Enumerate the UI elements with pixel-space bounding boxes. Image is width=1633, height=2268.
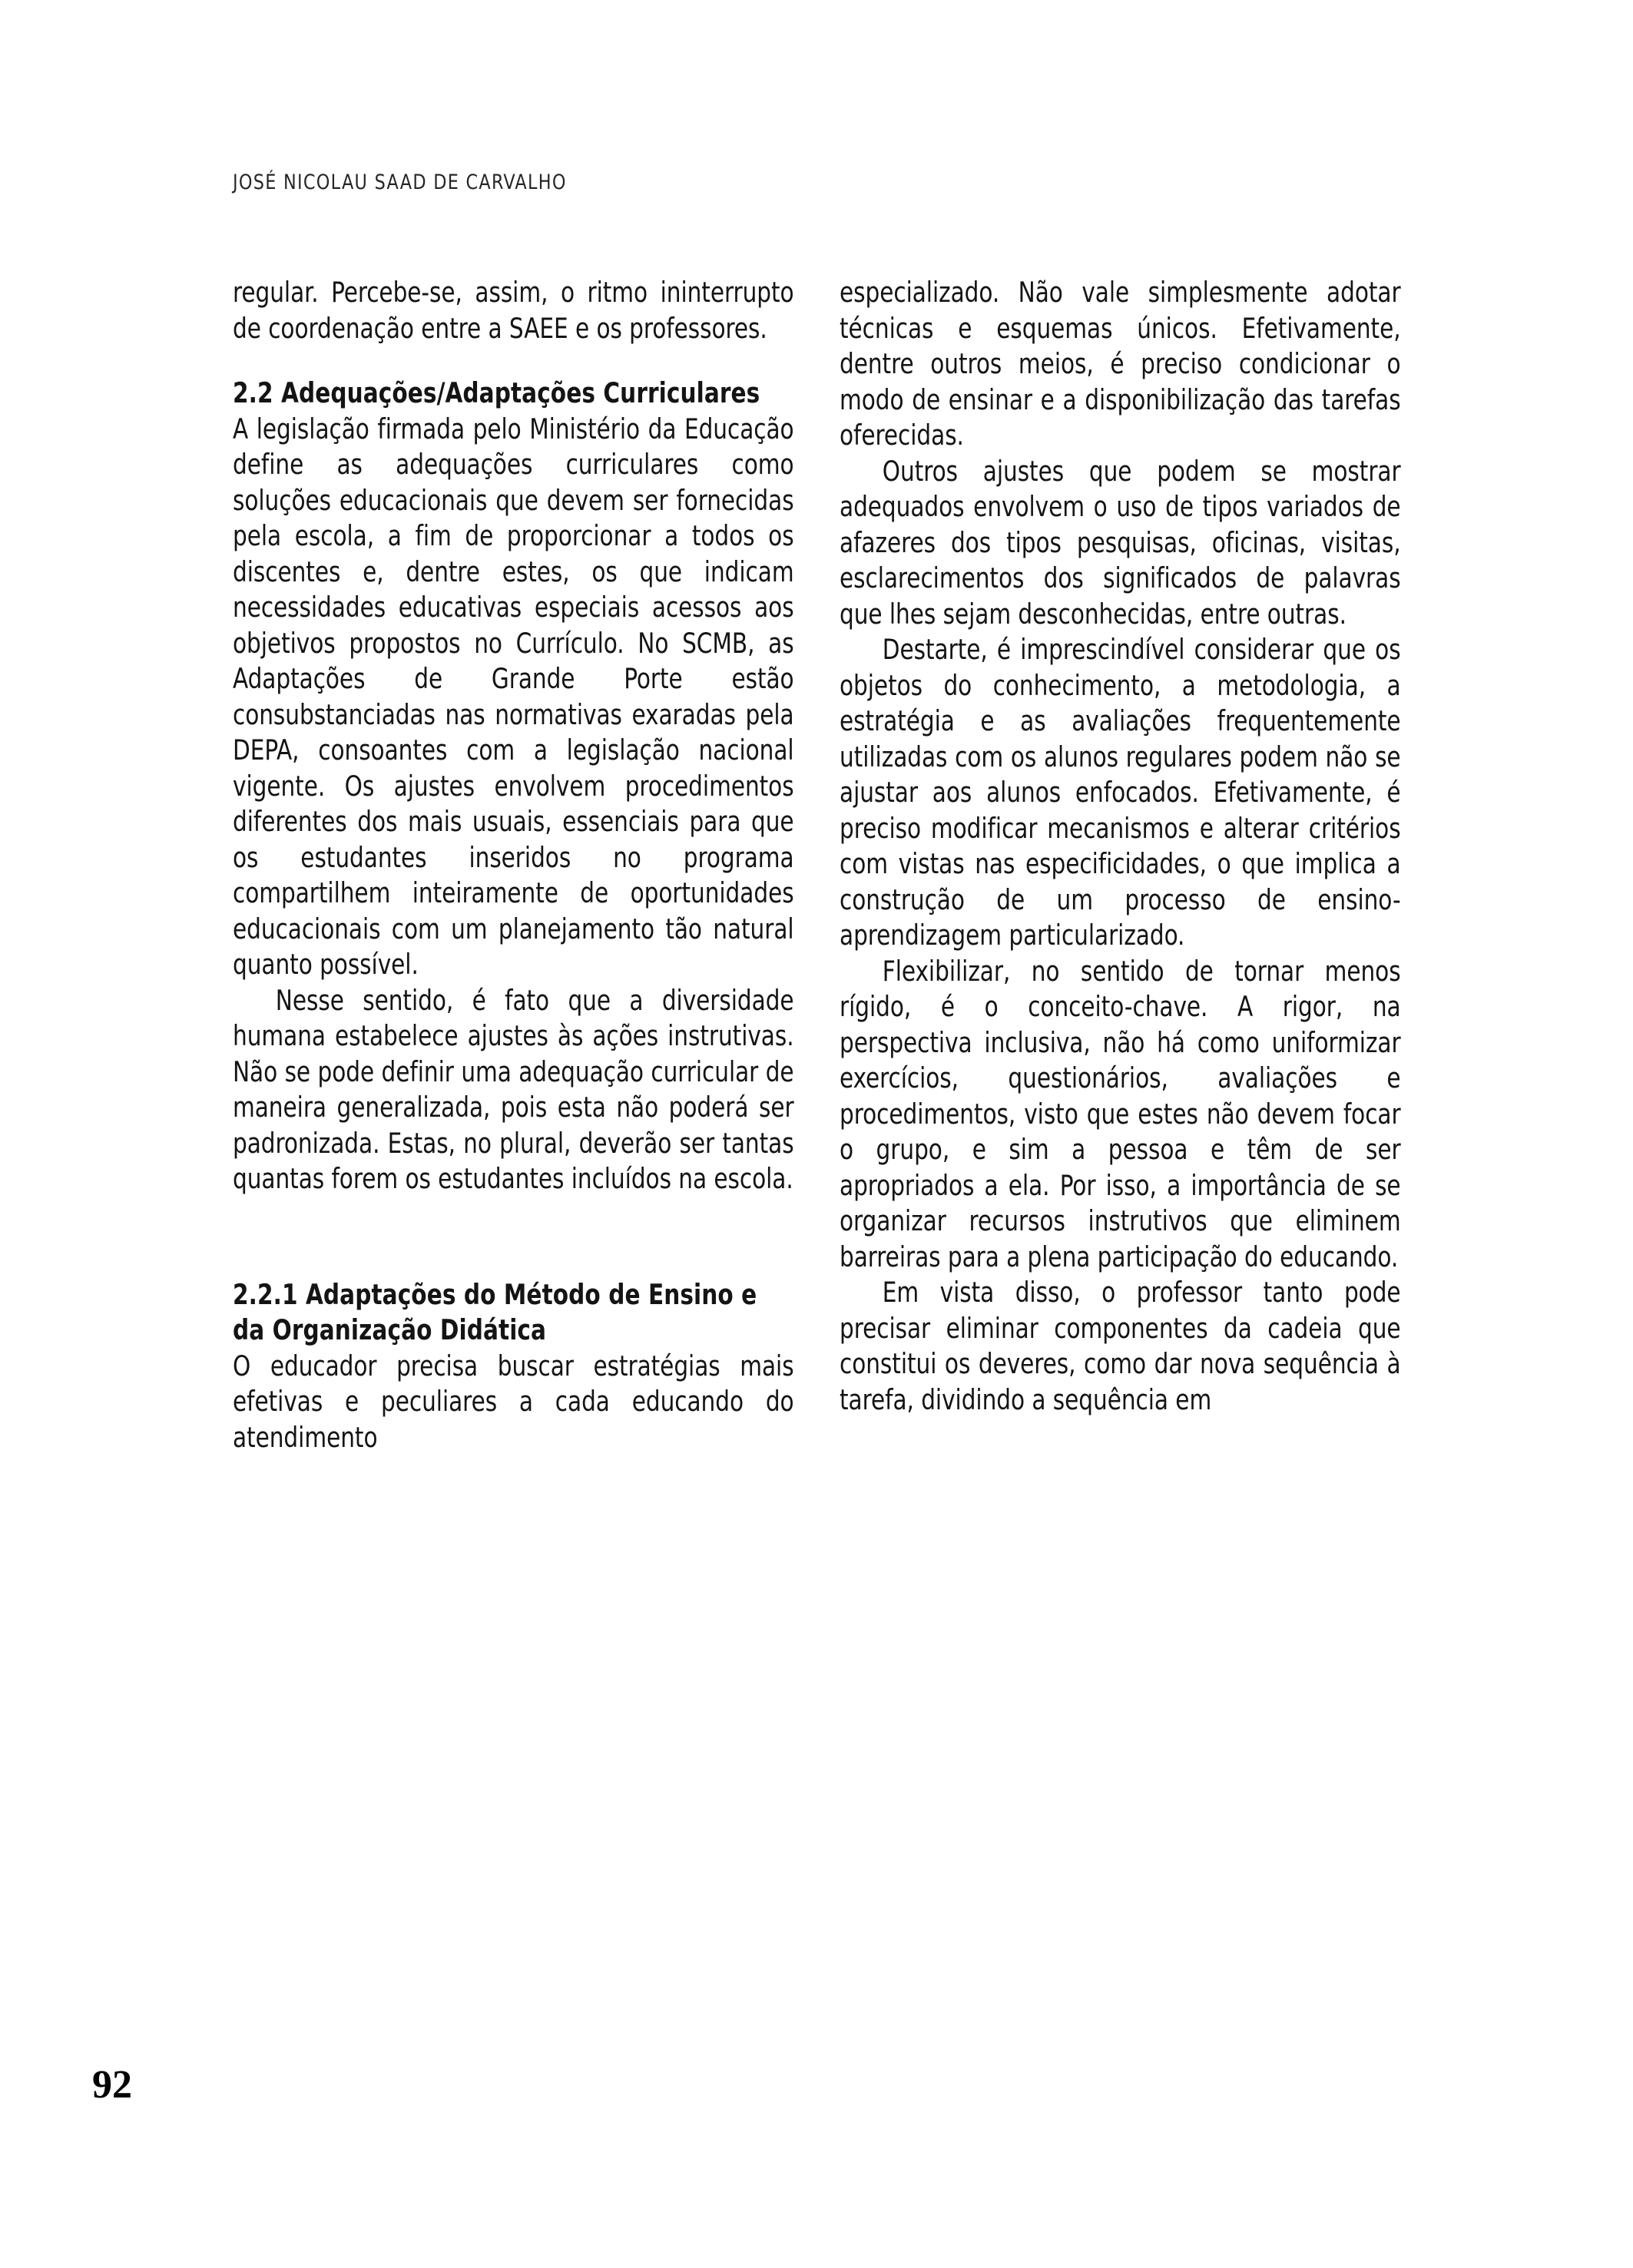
paragraph: Em vista disso, o professor tanto pode precisar eliminar componentes da cadeia que constitui os deveres, como dar nova sequência à tarefa, dividindo a sequência em [840, 1276, 1401, 1416]
section-heading-2-2-1: 2.2.1 Adaptações do Método de Ensino e da Organização Didática [233, 1277, 757, 1346]
paragraph: A legislação firmada pelo Ministério da Educação define as adequações curriculares como soluções educacionais que devem ser fornecidas pela escola, a fim de proporcionar a todos os discentes e, dentre estes, os que indicam necessidades educativas especiais acessos aos objetivos propostos no Currículo. No SCMB, as Adaptações de Grande Porte estão consubstanciadas nas normativas exaradas pela DEPA, consoantes com a legislação nacional vigente. Os ajustes envolvem procedimentos diferentes dos mais usuais, essenciais para que os estudantes inseridos no programa compartilhem inteiramente de oportunidades educacionais com um planejamento tão natural quanto possível. [233, 412, 794, 981]
paragraph: regular. Percebe-se, assim, o ritmo ininterrupto de coordenação entre a SAEE e os professores. [233, 276, 794, 345]
paragraph: Destarte, é imprescindível considerar que os objetos do conhecimento, a metodologia, a estratégia e as avaliações frequentemente utilizadas com os alunos regulares podem não se ajustar aos alunos enfocados. Efetivamente, é preciso modificar mecanismos e alterar critérios com vistas nas especificidades, o que implica a construção de um processo de ensino-aprendizagem particularizado. [840, 633, 1401, 952]
right-column [840, 275, 1400, 1418]
page-number: 92 [92, 2063, 132, 2107]
paragraph: Flexibilizar, no sentido de tornar menos rígido, é o conceito-chave. A rigor, na perspectiva inclusiva, não há como uniformizar exercícios, questionários, avaliações e procedimentos, visto que estes não devem focar o grupo, e sim a pessoa e têm de ser apropriados a ela. Por isso, a importância de se organizar recursos instrutivos que eliminem barreiras para a plena participação do educando. [840, 954, 1401, 1273]
paragraph: Nesse sentido, é fato que a diversidade humana estabelece ajustes às ações instrutivas. Não se pode definir uma adequação curricular de maneira generalizada, pois esta não poderá ser padronizada. Estas, no plural, deverão ser tantas quantas forem os estudantes incluídos na escola. [233, 983, 794, 1195]
section-heading-2-2: 2.2 Adequações/Adaptações Curriculares [233, 376, 760, 409]
two-column-body [233, 275, 1401, 1455]
left-column [233, 275, 793, 1455]
paragraph: especializado. Não vale simplesmente adotar técnicas e esquemas únicos. Efetivamente, dentre outros meios, é preciso condicionar o modo de ensinar e a disponibilização das tarefas oferecidas. [840, 276, 1401, 452]
paragraph: O educador precisa buscar estratégias mais efetivas e peculiares a cada educando do atendimento [233, 1349, 794, 1454]
running-header: JOSÉ NICOLAU SAAD DE CARVALHO [233, 171, 567, 194]
paragraph: Outros ajustes que podem se mostrar adequados envolvem o uso de tipos variados de afazeres dos tipos pesquisas, oficinas, visitas, esclarecimentos dos significados de palavras que lhes sejam desconhecidas, entre outras. [840, 454, 1401, 631]
